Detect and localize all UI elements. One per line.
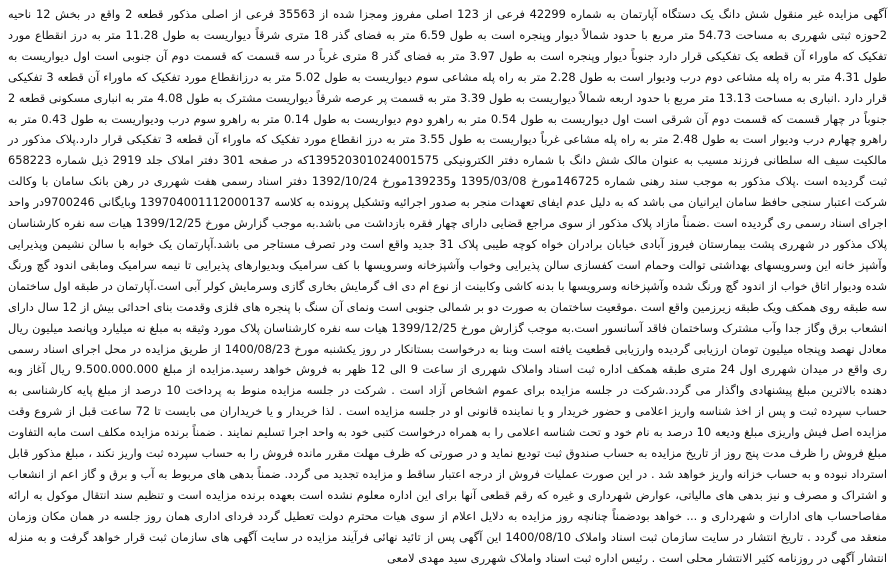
notice-body-text: آگهی مزایده غیر منقول شش دانگ یک دستگاه آپارتمان به شماره 42299 فرعی از 123 اصلی مفروز ومجزا شده از 35563 فرعی از اصلی مذکور قطعه 2 واقع در بخش 12 ناحیه 2حوزه ثبتی شهرری به مساحت 54.73 متر مربع با حدود شمالاً دیوار وپنجره است به طول 6.59 متر به فضای گذر 18 متری شرقاً دیواریست به طول 11.28 متر به درز انقطاع مورد تفکیک که ماوراء آن قطعه یک تفکیکی قرار دارد جنوباً دیوار وپنجره است به طول 3.97 متر به فضای گذر 8 متری غرباً در سه قسمت که قسمت دوم آن جنوبی است اول دیواریست به طول 4.31 متر به راه پله مشاعی دوم درب ودیوار است به طول 2.28 متر به راه پله مشاعی سوم دیواریست به طول 5.02 متر به درزانقطاع مورد تفکیک که ماوراء آن قطعه 3 تفکیکی قرار دارد .انباری به مساحت 13.13 متر مربع با حدود اربعه شمالاً دیواریست به طول 3.39 متر به قسمت پر عرصه شرقاً دیواریست مشترک به طول 4.08 متر به انباری مسکونی قطعه 2 جنوباً در چهار قسمت که قسمت دوم آن شرقی است اول دیواریست به طول 0.54 متر به راهرو دوم دیواریست به طول 0.14 متر به راهرو سوم درب ودیواریست به طول 0.43 متر به راهرو چهارم درب ودیوار است به طول 2.48 متر به راه پله مشاعی غرباً دیواریست به طول 3.55 متر به درز انقطاع مورد تفکیک که ماوراء آن قطعه 3 تفکیکی قرار دارد.پلاک مذکور در مالکیت سیف اله سلطانی فرزند مسیب به عنوان مالک شش دانگ با شماره دفتر الکترونیکی 139520301024001575که در صفحه 301 دفتر املاک جلد 2919 ذیل شماره 658223 ثبت گردیده است .پلاک مذکور به موجب سند رهنی شماره 146725مورخ 1395/03/08 و139235مورخ 1392/10/24 دفتر اسناد رسمی هفت شهرری در رهن بانک سامان با وکالت شرکت اعتبار سنجی حافظ سامان ایرانیان می باشد که به دلیل عدم ایفای تعهدات منجر به صدور اجرائیه وتشکیل پرونده به کلاسه 139704001112000137 وبایگانی 9700246در واحد اجرای اسناد رسمی ری گردیده است .ضمناً مازاد پلاک مذکور از سوی مراجع قضایی دارای چهار فقره بازداشت می باشد.به موجب گزارش مورخ 1399/12/25 هیات سه نفره کارشناسان پلاک مذکور در شهرری پشت بیمارستان فیروز آبادی خیابان برادران خواه کوچه طیبی پلاک 31 جدید واقع است ودر تصرف مستاجر می باشد.آپارتمان یک خوابه با سالن نشیمن وپذیرایی وآشپز خانه این وسرویسهای بهداشتی توالت وحمام است کفسازی سالن پذیرایی وخواب وآشپزخانه وسرویسها با کف سرامیک وبدیوارهای پذیرایی تا نیمه سرامیک ومابقی اندود گچ ورنگ شده ودیوار اتاق خواب از اندود گچ ورنگ شده وآشپزخانه وسرویسها با بدنه کاشی وکابینت از نوع ام دی اف گرمایش بخاری گازی وسرمایش کولر آبی است.آپارتمان در طبقه اول ساختمان سه طبقه روی همکف ویک طبقه زیرزمین واقع است .موقعیت ساختمان به صورت دو بر شمالی جنوبی است ونمای آن سنگ با پنجره های فلزی وقدمت بنای احداثی بیش از 12 سال دارای انشعاب برق وگاز جدا وآب مشترک وساختمان فاقد آسانسور است.به موجب گزارش مورخ 1399/12/25 هیات سه نفره کارشناسان پلاک مورد وثیقه به مبلغ نه میلیارد وپانصد میلیون ریال معادل نهصد وپنجاه میلیون تومان ارزیابی گردیده وارزیابی قطعیت یافته است وبنا به درخواست بستانکار در روز یکشنبه مورخ 1400/08/23 از طریق مزایده در محل اجرای اسناد رسمی ری واقع در میدان شهرری اول 24 متری طبقه همکف اداره ثبت اسناد واملاک شهرری از ساعت 9 الی 12 ظهر به فروش خواهد رسید.مزایده از مبلغ 9.500.000.000 ریال آغاز وبه دهنده بالاترین مبلغ پیشنهادی واگذار می گردد.شرکت در جلسه مزایده برای عموم اشخاص آزاد است . شرکت در جلسه مزایده منوط به پرداخت 10 درصد از مبلغ پایه کارشناسی به حساب سپرده ثبت و پس از اخذ شناسه واریز اعلامی و حضور خریدار و یا نماینده قانونی او در جلسه مزایده است . لذا خریدار و یا خریداران می بایست تا 72 ساعت قبل از شروع وقت مزایده اصل فیش واریزی مبلغ ودیعه 10 درصد به نام خود و تحت شناسه اعلامی را به همراه درخواست کتبی خود به واحد اجرا تسلیم نمایند . ضمناً برنده مزایده مکلف است مابه التفاوت مبلغ فروش را ظرف مدت پنج روز از تاریخ مزایده به حساب صندوق ثبت تودیع نماید و در صورتی که ظرف مهلت مقرر مانده فروش را به حساب سپرده ثبت واریز نکند ، مبلغ مذکور قابل استرداد نبوده و به حساب خزانه واریز خواهد شد . در این صورت عملیات فروش از درجه اعتبار ساقط و مزایده تجدید می گردد. ضمناً بدهی های مربوط به آب و برق و گاز اعم از انشعاب و اشتراک و مصرف و نیز بدهی های مالیاتی، عوارض شهرداری و غیره که رقم قطعی آنها برای این اداره معلوم نشده است بعهده برنده مزایده است و تنظیم سند انتقال موکول به ارائه مفاصاحساب های ادارات و شهرداری و ... خواهد بودضمناً چنانچه روز مزایده به دلایل اعلام از سوی هیات محترم دولت تعطیل گردد فردای اداری همان روز جلسه در همان مکان وزمان منعقد می گردد . تاریخ انتشار در سایت سازمان ثبت اسناد واملاک 1400/08/10 این آگهی پس از تائید نهائی فرآیند مزایده در سایت آگهی های سازمان ثبت قرار خواهد گرفت و به منزله انتشار آگهی در روزنامه کثیر الانتشار محلی است . رئیس اداره ثبت اسناد واملاک شهرری سید مهدی لامعی: [7, 7, 888, 565]
